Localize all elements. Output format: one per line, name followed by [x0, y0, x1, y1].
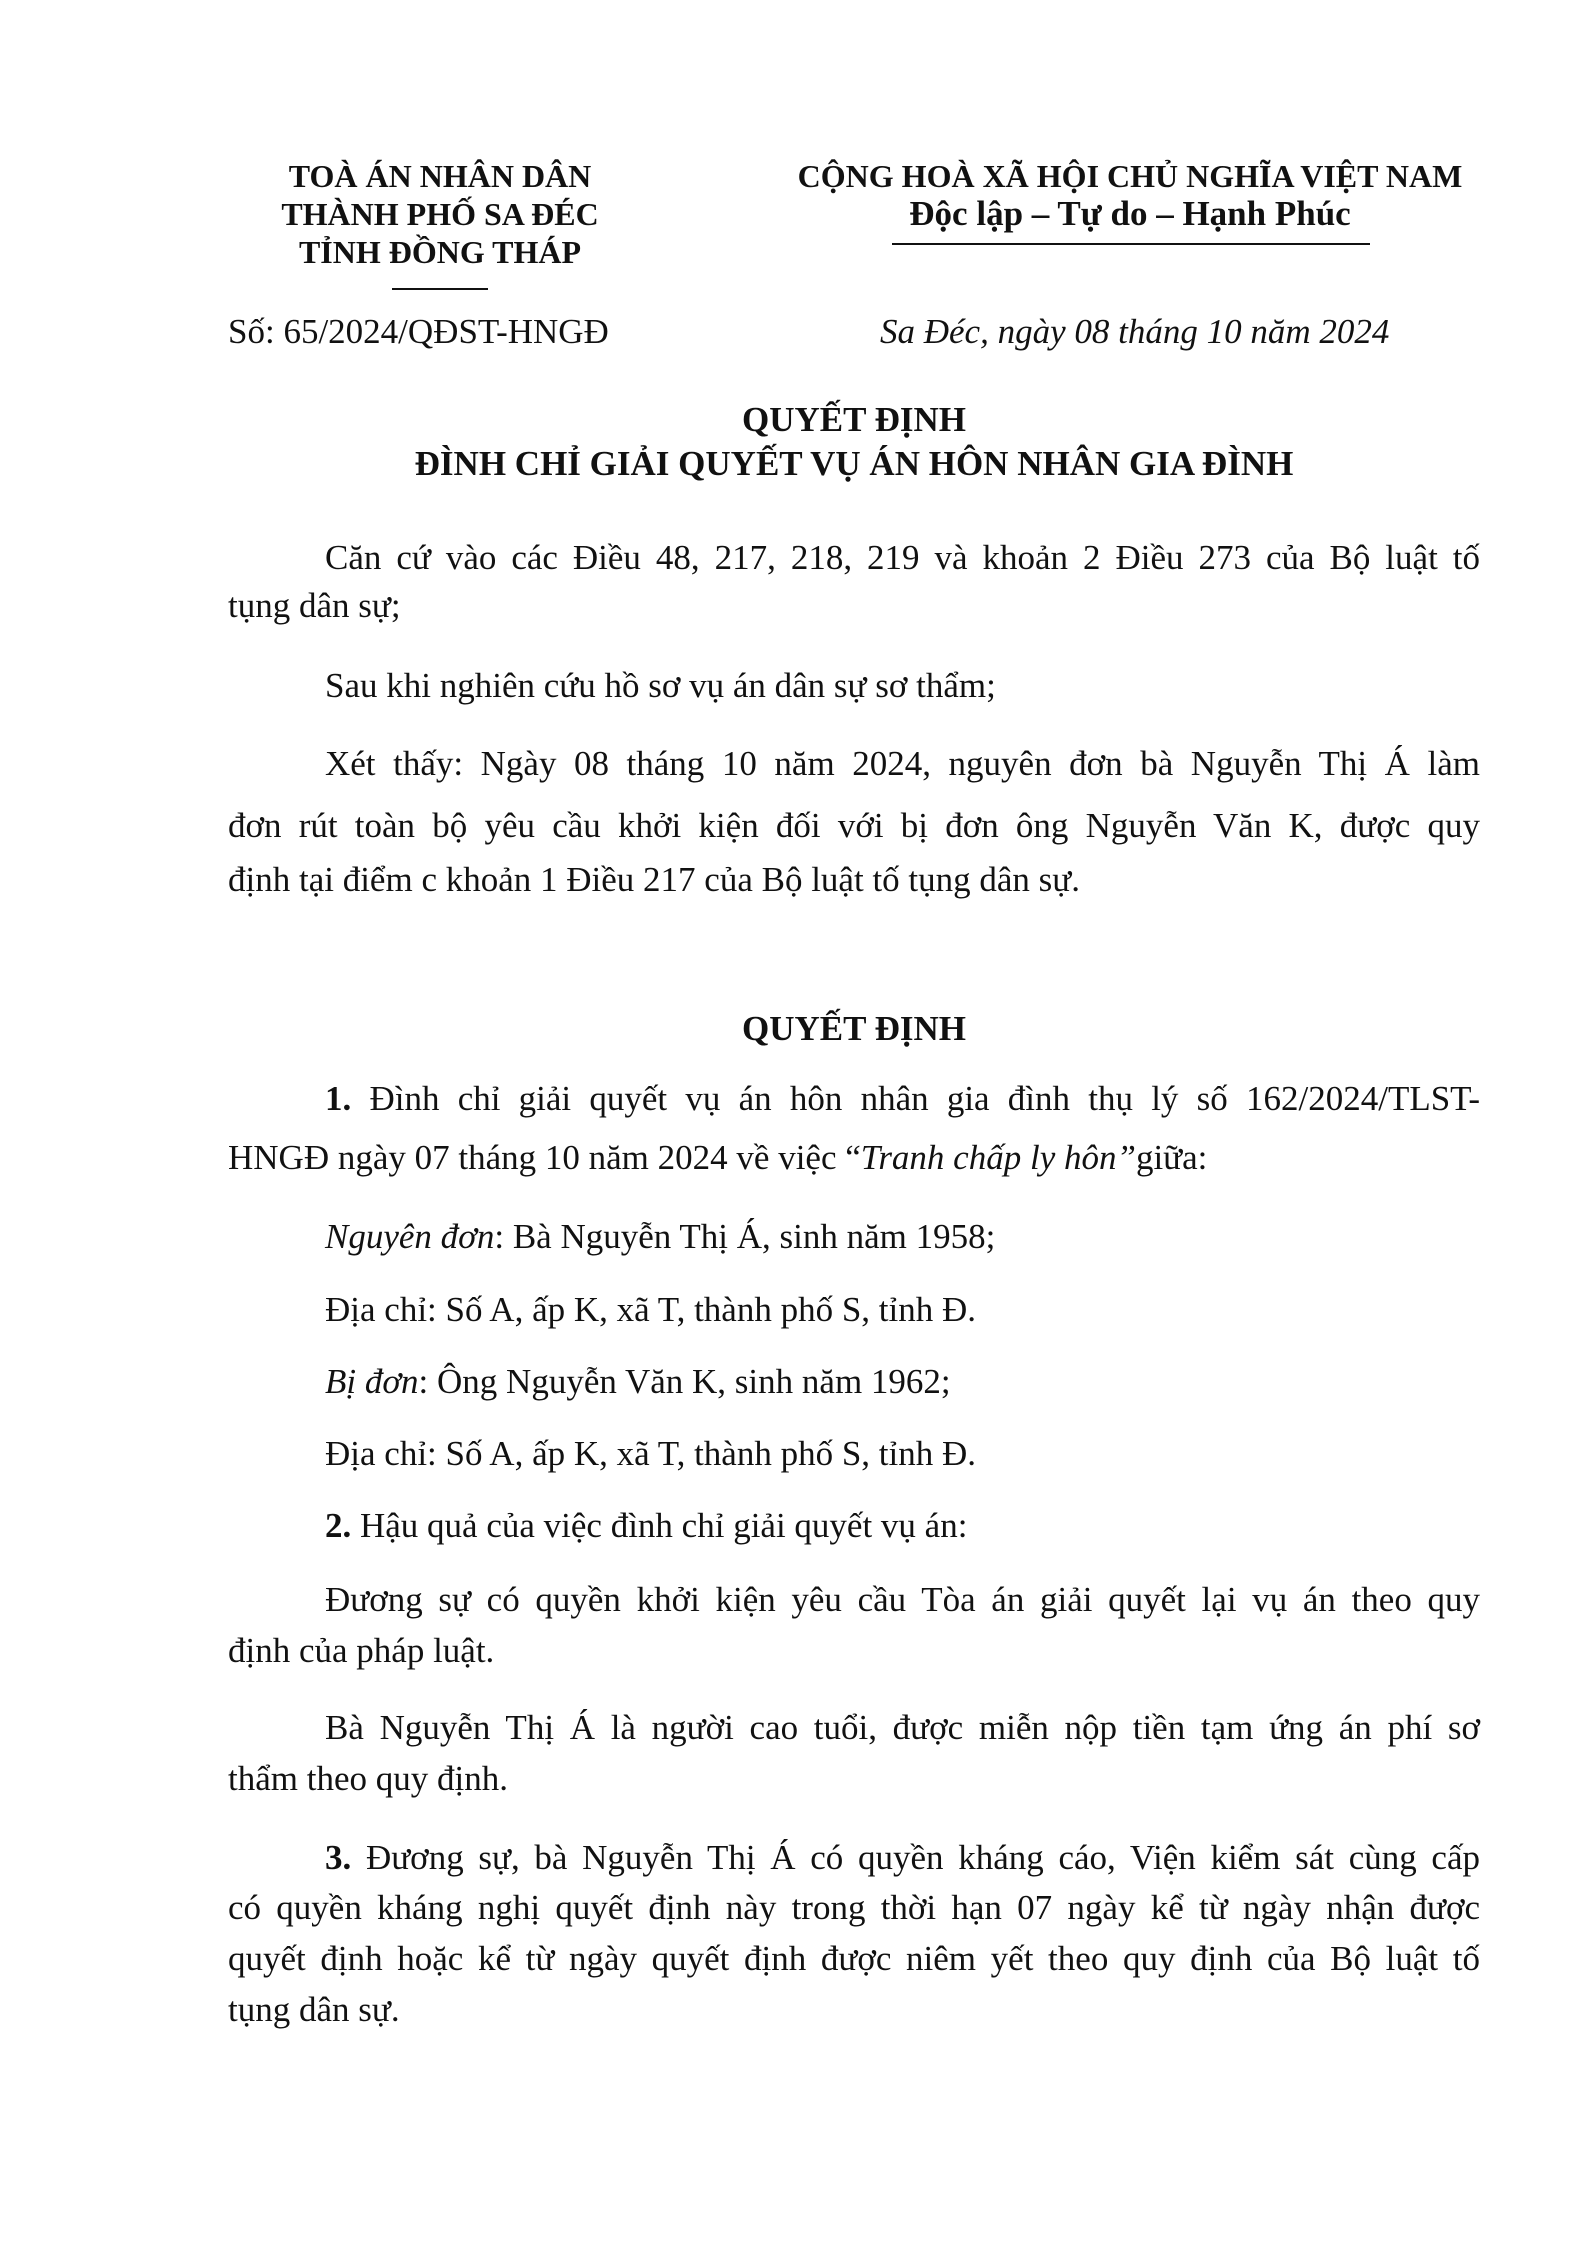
item-1-line-1 [325, 1077, 1480, 1121]
consideration-line-1: Xét thấy: Ngày 08 tháng 10 năm 2024, nguyên đơn bà Nguyễn Thị Á làm [325, 744, 1480, 783]
place-date: Sa Đéc, ngày 08 tháng 10 năm 2024 [880, 312, 1390, 351]
fee-line-1: Bà Nguyễn Thị Á là người cao tuổi, được miễn nộp tiền tạm ứng án phí sơ [325, 1708, 1480, 1747]
defendant-line [325, 1360, 951, 1404]
item-3-line-4: tụng dân sự. [228, 1990, 400, 2029]
legal-basis-line-2: tụng dân sự; [228, 586, 401, 625]
consideration-line-2: đơn rút toàn bộ yêu cầu khởi kiện đối với bị đơn ông Nguyễn Văn K, được quy [228, 806, 1480, 845]
plaintiff-info: : Bà Nguyễn Thị Á, sinh năm 1958; [494, 1217, 996, 1256]
document-number: Số: 65/2024/QĐST-HNGĐ [228, 312, 609, 351]
item-3-number: 3. [325, 1838, 352, 1877]
item-1-text: Đình chỉ giải quyết vụ án hôn nhân gia đình thụ lý số 162/2024/TLST- [351, 1079, 1480, 1118]
item-3-line-1 [325, 1836, 1480, 1880]
defendant-address: Địa chỉ: Số A, ấp K, xã T, thành phố S, tỉnh Đ. [325, 1434, 977, 1473]
case-type: Tranh chấp ly hôn” [860, 1138, 1136, 1177]
plaintiff-address: Địa chỉ: Số A, ấp K, xã T, thành phố S, tỉnh Đ. [325, 1290, 977, 1329]
item-2-text: Hậu quả của việc đình chỉ giải quyết vụ án: [351, 1506, 968, 1545]
plaintiff-line [325, 1215, 995, 1259]
court-name-line-3: TỈNH ĐỒNG THÁP [298, 234, 582, 270]
rights-line-1: Đương sự có quyền khởi kiện yêu cầu Tòa án giải quyết lại vụ án theo quy [325, 1580, 1480, 1619]
defendant-info: : Ông Nguyễn Văn K, sinh năm 1962; [418, 1362, 951, 1401]
item-1-date-text: HNGĐ ngày 07 tháng 10 năm 2024 về việc “ [228, 1138, 861, 1177]
court-name-underline [392, 288, 488, 290]
legal-basis-line-1: Căn cứ vào các Điều 48, 217, 218, 219 và khoản 2 Điều 273 của Bộ luật tố [325, 538, 1480, 577]
item-1-line-2 [228, 1136, 1207, 1180]
rights-line-2: định của pháp luật. [228, 1631, 495, 1670]
document-subtitle: ĐÌNH CHỈ GIẢI QUYẾT VỤ ÁN HÔN NHÂN GIA ĐÌNH [414, 444, 1294, 483]
defendant-label: Bị đơn [325, 1362, 419, 1401]
document-title: QUYẾT ĐỊNH [742, 400, 966, 439]
court-name-line-2: THÀNH PHỐ SA ĐÉC [281, 196, 599, 232]
national-title: CỘNG HOÀ XÃ HỘI CHỦ NGHĨA VIỆT NAM [797, 158, 1463, 194]
consideration-line-3: định tại điểm c khoản 1 Điều 217 của Bộ luật tố tụng dân sự. [228, 860, 1081, 899]
review-statement: Sau khi nghiên cứu hồ sơ vụ án dân sự sơ thẩm; [325, 666, 996, 705]
court-name [260, 157, 620, 271]
motto-underline [892, 243, 1370, 245]
item-3-text: Đương sự, bà Nguyễn Thị Á có quyền kháng cáo, Viện kiểm sát cùng cấp [351, 1838, 1480, 1877]
decision-heading: QUYẾT ĐỊNH [742, 1009, 966, 1048]
item-2-heading [325, 1504, 967, 1548]
item-3-line-3: quyết định hoặc kể từ ngày quyết định được niêm yết theo quy định của Bộ luật tố [228, 1939, 1480, 1978]
item-1-number: 1. [325, 1079, 352, 1118]
court-name-line-1: TOÀ ÁN NHÂN DÂN [288, 158, 592, 194]
item-1-between: giữa: [1135, 1138, 1208, 1177]
item-2-number: 2. [325, 1506, 352, 1545]
national-motto: Độc lập – Tự do – Hạnh Phúc [909, 194, 1351, 233]
fee-line-2: thẩm theo quy định. [228, 1759, 508, 1798]
plaintiff-label: Nguyên đơn [325, 1217, 495, 1256]
item-3-line-2: có quyền kháng nghị quyết định này trong thời hạn 07 ngày kể từ ngày nhận được [228, 1888, 1480, 1927]
